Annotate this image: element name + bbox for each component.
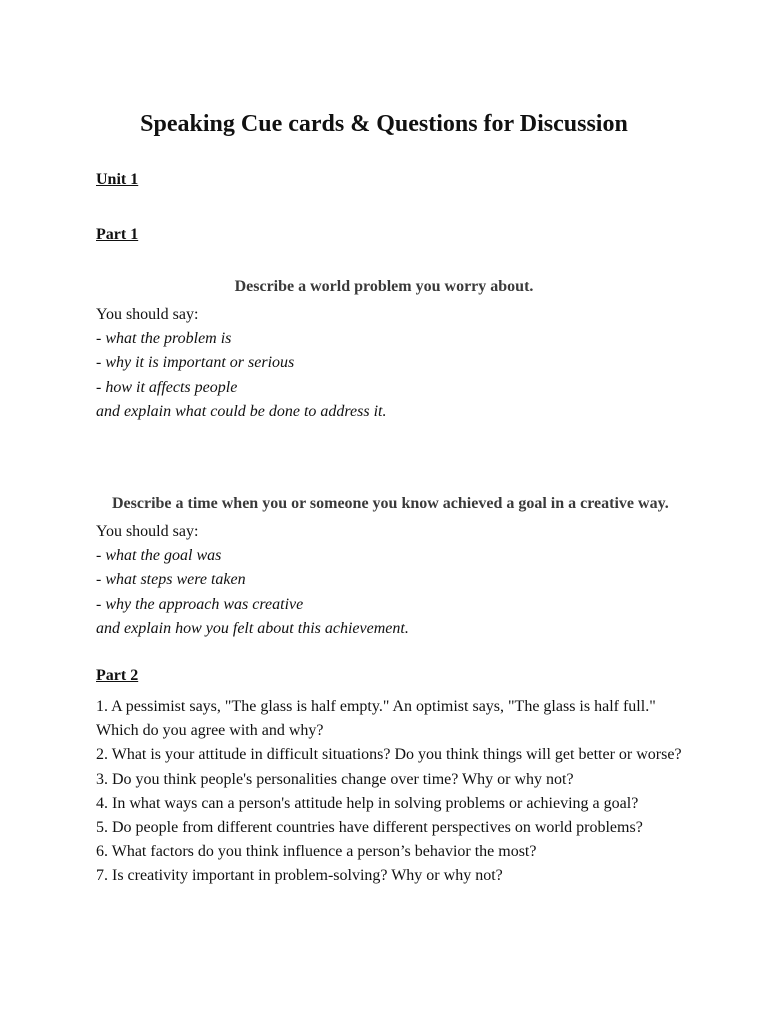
cue-card-2-intro: You should say: (96, 523, 199, 540)
part1-heading: Part 1 (96, 226, 139, 243)
cue-card-1-intro: You should say: (96, 306, 199, 323)
discussion-questions (96, 695, 746, 889)
cue-card-1 (96, 303, 716, 424)
question-item: 7. Is creativity important in problem-solving? Why or why not? (96, 867, 503, 885)
cue-card-1-point: - how it affects people (96, 378, 238, 396)
unit-heading: Unit 1 (96, 171, 139, 188)
cue-card-1-point: - why it is important or serious (96, 354, 295, 372)
page-title: Speaking Cue cards & Questions for Discussion (140, 111, 628, 137)
cue-card-1-point: - what the problem is (96, 330, 232, 348)
question-item: 1. A pessimist says, "The glass is half empty." An optimist says, "The glass is half full." (96, 698, 656, 715)
question-item: 4. In what ways can a person's attitude help in solving problems or achieving a goal? (96, 794, 639, 812)
question-item: 2. What is your attitude in difficult situations? Do you think things will get better or worse? (96, 746, 682, 764)
cue-card-2-prompt: Describe a time when you or someone you know achieved a goal in a creative way. (112, 495, 669, 512)
question-item: 6. What factors do you think influence a person’s behavior the most? (96, 843, 537, 861)
cue-card-2-point: - what the goal was (96, 547, 222, 565)
cue-card-1-prompt: Describe a world problem you worry about. (234, 278, 534, 295)
cue-card-2-point: - why the approach was creative (96, 595, 304, 613)
cue-card-1-closing: and explain what could be done to address it. (96, 402, 387, 420)
cue-card-2-closing: and explain how you felt about this achievement. (96, 619, 409, 637)
question-item: 3. Do you think people's personalities change over time? Why or why not? (96, 770, 574, 788)
cue-card-2 (96, 520, 716, 641)
question-item: 5. Do people from different countries have different perspectives on world problems? (96, 819, 643, 837)
part2-heading: Part 2 (96, 667, 139, 684)
question-item: Which do you agree with and why? (96, 722, 324, 740)
cue-card-2-point: - what steps were taken (96, 571, 246, 589)
